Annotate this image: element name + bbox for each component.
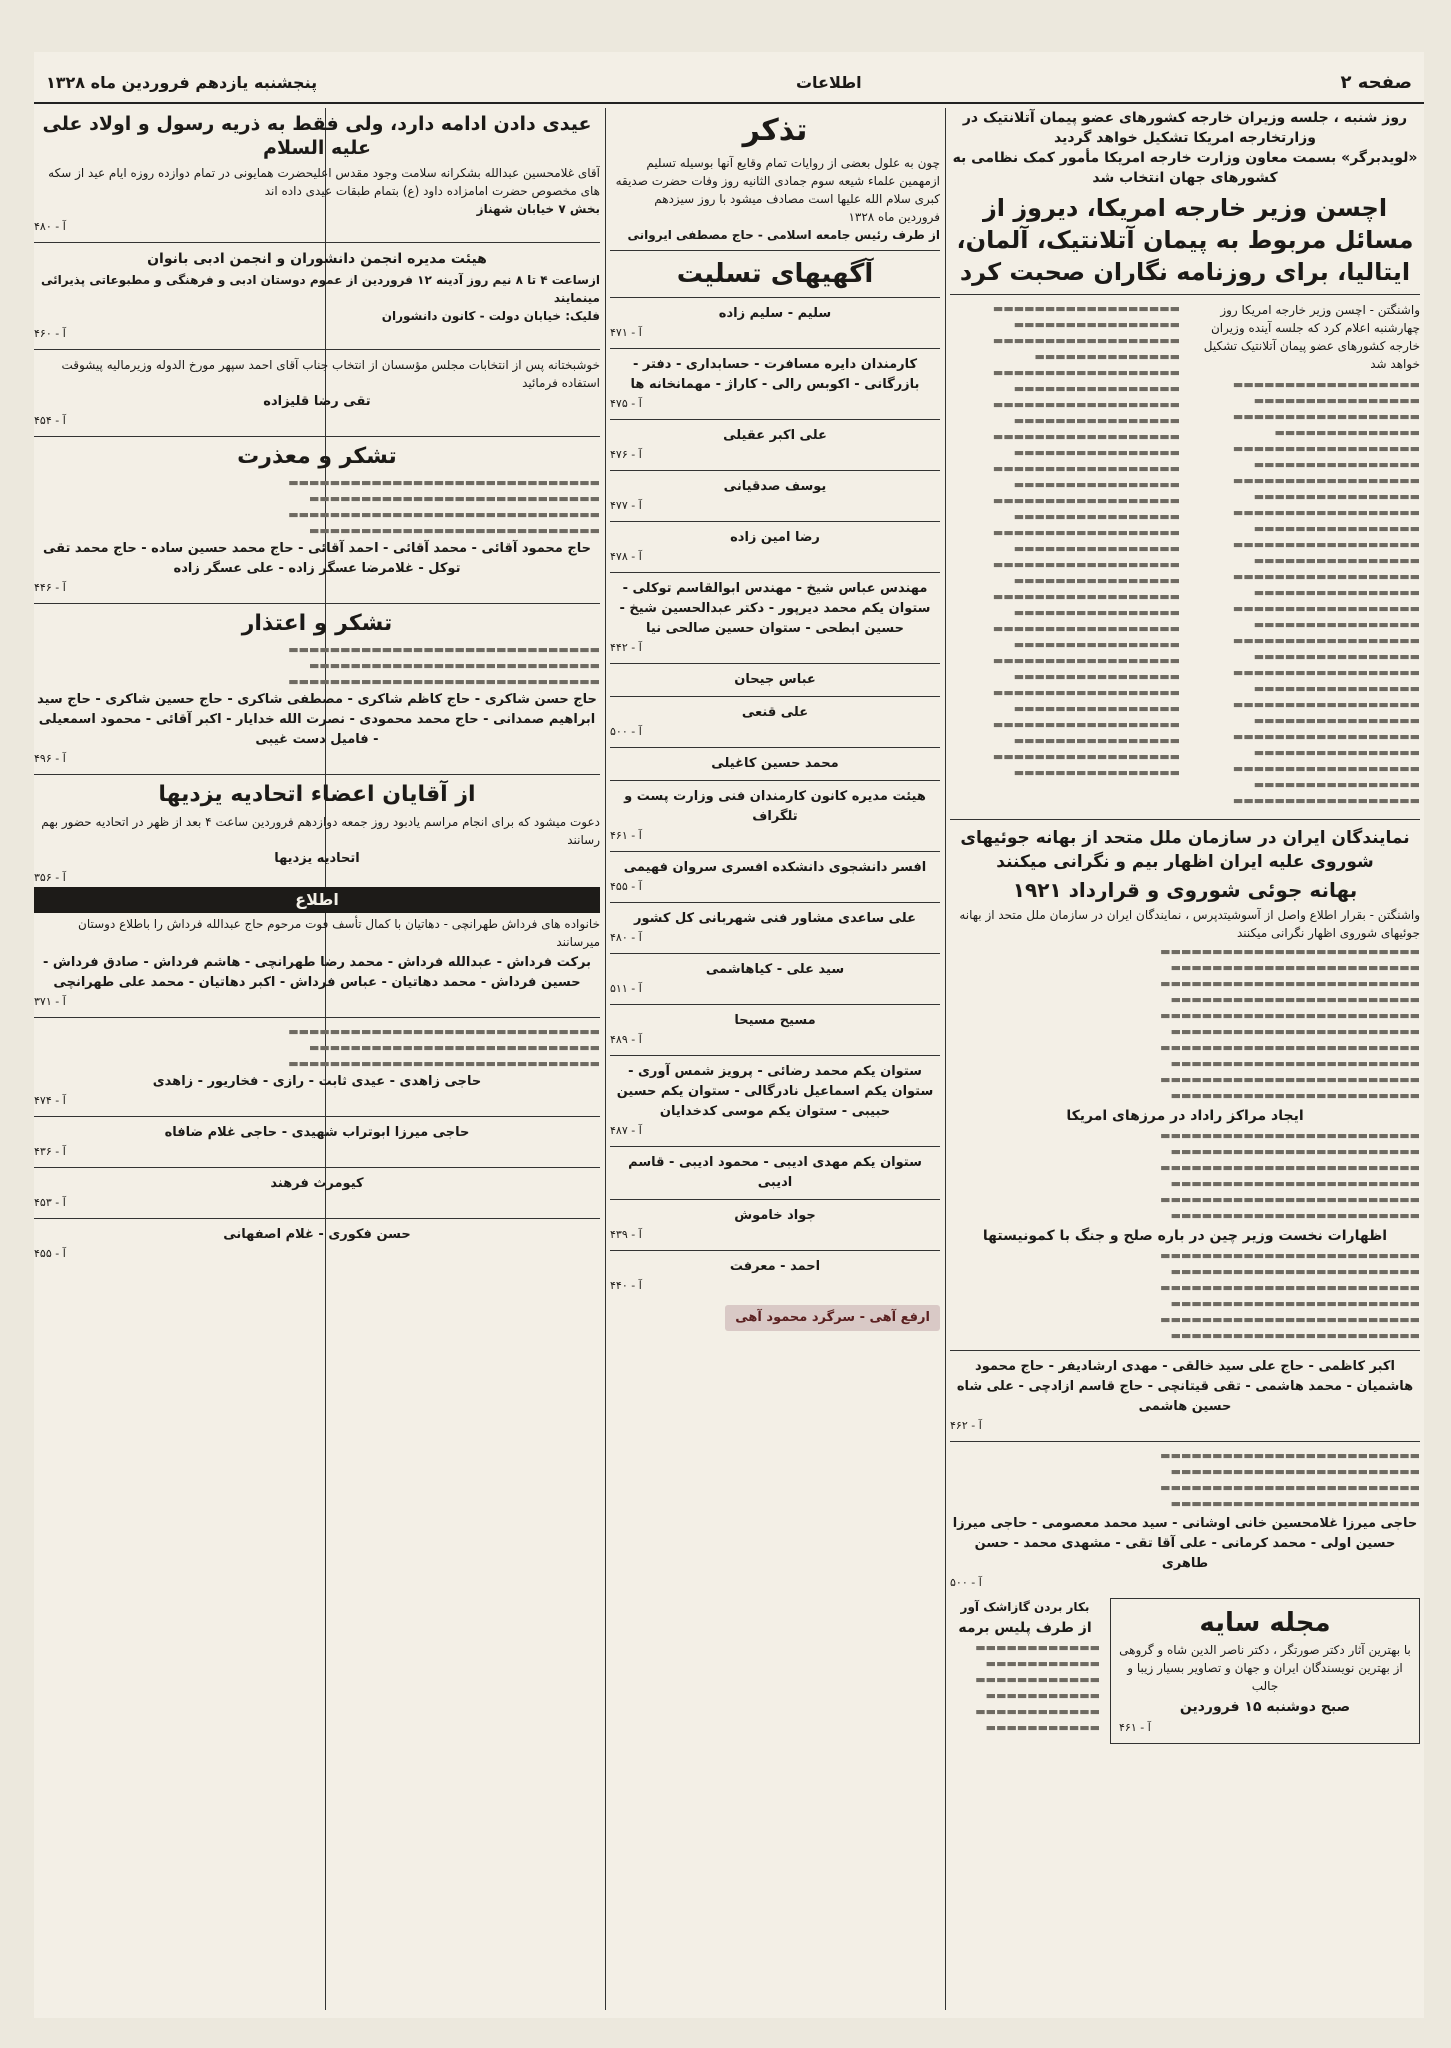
condolence-4-code: آ - ۴۷۷ (610, 499, 642, 512)
paper-name: اطلاعات (795, 72, 862, 92)
page-number: صفحه ۲ (1340, 71, 1412, 93)
vote-code: آ - ۴۵۴ (34, 414, 66, 427)
etehad-text: دعوت میشود که برای انجام مراسم یادبود روز جمعه دوازدهم فروردین ساعت ۴ بعد از ظهر در اتحادیه حضور بهم رسانند (41, 815, 600, 847)
anjoman-text: ازساعت ۴ تا ۸ نیم روز آدینه ۱۲ فروردین از عموم دوستان ادبی و فرهنگی و مطبوعاتی پذیرائی مینمایند (41, 273, 600, 305)
eid-code: آ - ۴۸۰ (34, 220, 66, 233)
condolence-2-code: آ - ۴۷۵ (610, 397, 642, 410)
condolence-3: علی اکبر عقیلی (723, 428, 827, 443)
sub-head-radar: ایجاد مراکز راداد در مرزهای امریکا (1066, 1108, 1304, 1124)
ettela-title: اطلاع (34, 887, 600, 913)
etehad-sign: اتحادیه یزدیها (274, 851, 360, 866)
magazine-code: آ - ۴۶۱ (1119, 1721, 1151, 1734)
condolence-7: عباس جیحان (734, 672, 816, 687)
newspaper-page (34, 52, 1424, 2018)
anjoman-title: هیئت مدیره انجمن دانشوران و انجمن ادبی بانوان (147, 251, 487, 267)
condolence-18-code: آ - ۴۴۰ (610, 1279, 642, 1292)
last-names: حسن فکوری - غلام اصفهانی (223, 1227, 411, 1242)
thanks2-title: تشکر و اعتذار (241, 611, 393, 636)
sub-head-china: اظهارات نخست وزیر چین در باره صلح و جنگ با کمونیستها (982, 1228, 1388, 1244)
etehad-title: از آقایان اعضاء اتحادیه یزدیها (158, 782, 476, 807)
condolence-16: ستوان یکم مهدی ادیبی - محمود ادیبی - قاسم ادیبی (628, 1155, 922, 1190)
condolence-6: مهندس عباس شیخ - مهندس ابوالقاسم توکلی - ستوان یکم محمد دیرپور - دکتر عبدالحسین شیخ - حسین ابطحی - ستوان حسین صالحی نیا (619, 581, 931, 636)
condolence-2: کارمندان دایره مسافرت - حسابداری - دفتر - بازرگانی - اکوبس رالی - کاراژ - مهمانخانه ها (630, 357, 920, 392)
notices-column (610, 108, 940, 2010)
page-header (34, 62, 1424, 104)
condolence-1: سلیم - سلیم زاده (718, 306, 832, 321)
magazine-date: صبح دوشنبه ۱۵ فروردین (1179, 1699, 1351, 1715)
tazakor-sign: از طرف رئیس جامعه اسلامی - حاج مصطفی ایروانی (627, 228, 940, 242)
last-code: آ - ۴۵۵ (34, 1247, 66, 1260)
condolence-10-code: آ - ۴۶۱ (610, 829, 642, 842)
police-kicker: بکار بردن گازاشک آور (960, 1600, 1090, 1614)
vote-sign: تقی رضا قلیزاده (263, 394, 371, 409)
anjoman-address: فلیک: خیابان دولت - کانون دانشوران (381, 309, 600, 323)
condolence-13-code: آ - ۵۱۱ (610, 982, 642, 995)
condolence-11: افسر دانشجوی دانشکده افسری سروان فهیمی (623, 860, 927, 875)
news-dateline: واشنگتن - اچسن وزیر خارجه امریکا روز چهارشنبه اعلام کرد که جلسه آینده وزیران خارجه کشورهای عضو پیمان آتلانتیک تشکیل خواهد شد (1203, 303, 1420, 371)
police-item: بکار بردن گازاشک آور از طرف پلیس برمه ▬▬▬▬▬▬▬▬▬▬▬▬ ▬▬▬▬▬▬▬▬▬▬▬ ▬▬▬▬▬▬▬▬▬▬▬▬ ▬▬▬▬▬▬▬▬▬▬▬ ▬▬▬▬▬▬▬▬▬▬▬▬ ▬▬▬▬▬▬▬▬▬▬▬ (950, 1598, 1100, 1752)
condolence-3-code: آ - ۴۷۶ (610, 448, 642, 461)
condolence-18: احمد - معرفت (729, 1259, 821, 1274)
zahedi-names: حاجی زاهدی - عیدی ثابت - رازی - فخاریور - زاهدی (152, 1074, 482, 1089)
condolence-1-code: آ - ۴۷۱ (610, 326, 642, 339)
news-kicker-2: «لویدبرگر» بسمت معاون وزارت خارجه امریکا مأمور کمک نظامی به کشورهای جهان انتخاب شد (952, 150, 1418, 186)
news-body: واشنگتن - اچسن وزیر خارجه امریکا روز چهارشنبه اعلام کرد که جلسه آینده وزیران خارجه کشورهای عضو پیمان آتلانتیک تشکیل خواهد شد ▬▬▬▬▬▬▬▬▬▬▬▬▬▬▬▬▬▬ ▬▬▬▬▬▬▬▬▬▬▬▬▬▬▬▬ ▬▬▬▬▬▬▬▬▬▬▬▬▬▬▬▬▬▬ ▬▬▬▬▬▬▬▬▬▬▬▬▬▬ ▬▬▬▬▬▬▬▬▬▬▬▬▬▬▬▬▬▬ ▬▬▬▬▬▬▬▬▬▬▬▬▬▬▬▬ ▬▬▬▬▬▬▬▬▬▬▬▬▬▬▬▬▬▬ ▬▬▬▬▬▬▬▬▬▬▬▬▬▬▬▬ ▬▬▬▬▬▬▬▬▬▬▬▬▬▬▬▬▬▬ ▬▬▬▬▬▬▬▬▬▬▬▬▬▬▬▬ ▬▬▬▬▬▬▬▬▬▬▬▬▬▬▬▬▬▬ ▬▬▬▬▬▬▬▬▬▬▬▬▬▬▬▬ ▬▬▬▬▬▬▬▬▬▬▬▬▬▬▬▬▬▬ ▬▬▬▬▬▬▬▬▬▬▬▬▬▬▬▬ ▬▬▬▬▬▬▬▬▬▬▬▬▬▬▬▬▬▬ ▬▬▬▬▬▬▬▬▬▬▬▬▬▬▬▬ ▬▬▬▬▬▬▬▬▬▬▬▬▬▬▬▬▬▬ ▬▬▬▬▬▬▬▬▬▬▬▬▬▬▬▬ ▬▬▬▬▬▬▬▬▬▬▬▬▬▬▬▬▬▬ ▬▬▬▬▬▬▬▬▬▬▬▬▬▬▬▬ ▬▬▬▬▬▬▬▬▬▬▬▬▬▬▬▬▬▬ ▬▬▬▬▬▬▬▬▬▬▬▬▬▬▬▬ ▬▬▬▬▬▬▬▬▬▬▬▬▬▬▬▬▬▬ ▬▬▬▬▬▬▬▬▬▬▬▬▬▬▬▬ ▬▬▬▬▬▬▬▬▬▬▬▬▬▬▬▬▬▬ ▬▬▬▬▬▬▬▬▬▬▬▬▬▬▬▬ ▬▬▬▬▬▬▬▬▬▬▬▬▬▬▬▬▬▬ ▬▬▬▬▬▬▬▬▬▬▬▬▬▬▬▬▬▬ ▬▬▬▬▬▬▬▬▬▬▬▬▬▬▬▬ ▬▬▬▬▬▬▬▬▬▬▬▬▬▬▬▬▬▬ ▬▬▬▬▬▬▬▬▬▬▬▬▬▬ ▬▬▬▬▬▬▬▬▬▬▬▬▬▬▬▬▬▬ ▬▬▬▬▬▬▬▬▬▬▬▬▬▬▬▬ ▬▬▬▬▬▬▬▬▬▬▬▬▬▬▬▬▬▬ ▬▬▬▬▬▬▬▬▬▬▬▬▬▬▬▬ ▬▬▬▬▬▬▬▬▬▬▬▬▬▬▬▬▬▬ ▬▬▬▬▬▬▬▬▬▬▬▬▬▬▬▬ ▬▬▬▬▬▬▬▬▬▬▬▬▬▬▬▬▬▬ ▬▬▬▬▬▬▬▬▬▬▬▬▬▬▬▬ ▬▬▬▬▬▬▬▬▬▬▬▬▬▬▬▬▬▬ ▬▬▬▬▬▬▬▬▬▬▬▬▬▬▬▬ ▬▬▬▬▬▬▬▬▬▬▬▬▬▬▬▬▬▬ ▬▬▬▬▬▬▬▬▬▬▬▬▬▬▬▬ ▬▬▬▬▬▬▬▬▬▬▬▬▬▬▬▬▬▬ ▬▬▬▬▬▬▬▬▬▬▬▬▬▬▬▬ ▬▬▬▬▬▬▬▬▬▬▬▬▬▬▬▬▬▬ ▬▬▬▬▬▬▬▬▬▬▬▬▬▬▬▬ ▬▬▬▬▬▬▬▬▬▬▬▬▬▬▬▬▬▬ ▬▬▬▬▬▬▬▬▬▬▬▬▬▬▬▬ ▬▬▬▬▬▬▬▬▬▬▬▬▬▬▬▬▬▬ ▬▬▬▬▬▬▬▬▬▬▬▬▬▬▬▬ ▬▬▬▬▬▬▬▬▬▬▬▬▬▬▬▬▬▬ ▬▬▬▬▬▬▬▬▬▬▬▬▬▬▬▬ ▬▬▬▬▬▬▬▬▬▬▬▬▬▬▬▬▬▬ ▬▬▬▬▬▬▬▬▬▬▬▬▬▬▬▬ ▬▬▬▬▬▬▬▬▬▬▬▬▬▬▬▬▬▬ ▬▬▬▬▬▬▬▬▬▬▬▬▬▬▬▬ (992, 302, 1420, 807)
ettela-names: برکت فرداش - عبدالله فرداش - محمد رضا طهرانچی - هاشم فرداش - صادق فرداش - حسین فرداش - محمد دهاتیان - عباس فرداش - اکبر دهاتیان - محمد علی طهرانچی (43, 955, 591, 990)
red-stamp: ارفع آهی - سرگرد محمود آهی (725, 1305, 940, 1331)
news-kicker: روز شنبه ، جلسه وزیران خارجه کشورهای عضو پیمان آتلانتیک در وزارتخارجه امریکا تشکیل خواهد گردید (962, 110, 1408, 146)
condolence-8-code: آ - ۵۰۰ (610, 725, 642, 738)
etehad-code: آ - ۳۵۶ (34, 871, 66, 884)
thanks2-names: حاج حسن شاکری - حاج کاظم شاکری - مصطفی شاکری - حاج حسین شاکری - حاج سید ابراهیم صمدانی - حاج محمد محمودی - نصرت الله خدایار - اکبر آقائی - محمود اسمعیلی - فامیل دست غیبی (37, 692, 597, 747)
tazakor-text: چون به علول بعضی از روایات تمام وقایع آنها بوسیله تسلیم ازمهمین علماء شیعه سوم جمادی الثانیه روز وفات حضرت صدیقه کبری سلام الله علیها است مصادف میشود با روز سیزدهم فروردین ماه ۱۳۲۸ (615, 156, 940, 224)
condolence-10: هیئت مدیره کانون کارمندان فنی وزارت پست و تلگراف (624, 789, 926, 824)
anjoman-code: آ - ۴۶۰ (34, 327, 66, 340)
condolence-5-code: آ - ۴۷۸ (610, 550, 642, 563)
mourning-names: اکبر کاظمی - حاج علی سید خالقی - مهدی ارشادیفر - حاج محمود هاشمیان - محمد هاشمی - تقی قیتانچی - حاج قاسم ازادچی - علی شاه حسین هاشمی (956, 1359, 1414, 1414)
condolence-9: محمد حسین کاغیلی (711, 756, 839, 771)
thanks-code: آ - ۴۴۶ (34, 581, 66, 594)
condolence-15: ستوان یکم محمد رضائی - پرویز شمس آوری - ستوان یکم اسماعیل نادرگالی - ستوان یکم حسین حبیبی - ستوان یکم موسی کدخدایان (616, 1064, 934, 1119)
mourning-names-2: حاجی میرزا غلامحسین خانی اوشانی - سید محمد معصومی - حاجی میرزا حسین اولی - محمد کرمانی - علی آقا تقی - مشهدی محمد - حسن طاهری (952, 1516, 1418, 1571)
condolence-17: جواد خاموش (734, 1208, 816, 1223)
condolence-14: مسیح مسیحا (734, 1013, 816, 1028)
mirza-code: آ - ۴۳۶ (34, 1145, 66, 1158)
eid-title: عیدی دادن ادامه دارد، ولی فقط به ذریه رسول و اولاد علی علیه السلام (42, 113, 592, 159)
ettela-text: خانواده های فرداش طهرانچی - دهاتیان با کمال تأسف فوت مرحوم حاج عبدالله فرداش را باطلاع دوستان میرسانند (78, 917, 600, 949)
condolence-17-code: آ - ۴۳۹ (610, 1228, 642, 1241)
magazine-title: مجله سایه (1199, 1608, 1331, 1638)
condolence-14-code: آ - ۴۸۹ (610, 1033, 642, 1046)
condolence-8: علی قنعی (741, 705, 809, 720)
thanks-names: حاج محمود آقائی - محمد آقائی - احمد آقائی - حاج محمد حسین ساده - حاج محمد تقی توکل - غلامرضا عسگر زاده - علی عسگر زاده (43, 541, 591, 576)
thanks-title: تشکر و معذرت (237, 444, 397, 469)
sub-dateline: واشنگتن - بقرار اطلاع واصل از آسوشیتدپرس ، نمایندگان ایران در سازمان ملل متحد از بهانه جوئیهای شوروی اظهار نگرانی میکنند (959, 908, 1420, 940)
tazakor-title: تذکر (742, 113, 808, 148)
magazine-ad (1110, 1598, 1420, 1744)
zahedi-code: آ - ۴۷۴ (34, 1094, 66, 1107)
issue-date: پنجشنبه یازدهم فروردین ماه ۱۳۲۸ (46, 72, 318, 92)
condolence-title: آگهیهای تسلیت (676, 259, 874, 289)
ettela-code: آ - ۳۷۱ (34, 995, 66, 1008)
sub-headline-2: بهانه جوئی شوروی و قرارداد ۱۹۲۱ (1012, 878, 1358, 902)
farhand-name: کیومرث فرهند (270, 1176, 364, 1191)
mourning-code: آ - ۴۶۲ (950, 1419, 982, 1432)
vote-text: خوشبختانه پس از انتخابات مجلس مؤسسان از انتخاب جناب آقای احمد سپهر مورخ الدوله وزیرمالیه پیشوقت استفاده فرمائید (61, 358, 600, 390)
police-title: از طرف پلیس برمه (958, 1620, 1092, 1636)
sub-headline: نمایندگان ایران در سازمان ملل متحد از بهانه جوئیهای شوروی علیه ایران اظهار بیم و نگرانی میکنند (960, 828, 1410, 872)
eid-address: بخش ۷ خیابان شهناز (476, 202, 600, 216)
condolence-6-code: آ - ۴۴۲ (610, 641, 642, 654)
mirza-names: حاجی میرزا ابوتراب شهیدی - حاجی غلام ضافاه (164, 1125, 470, 1140)
condolence-13: سید علی - کیاهاشمی (705, 962, 845, 977)
mourning-code-2: آ - ۵۰۰ (950, 1576, 982, 1589)
condolence-4: یوسف صدقیانی (723, 479, 827, 494)
condolence-12: علی ساعدی مشاور فنی شهربانی کل کشور (634, 911, 916, 926)
news-column: روز شنبه ، جلسه وزیران خارجه کشورهای عضو پیمان آتلانتیک در وزارتخارجه امریکا تشکیل خواهد گردید «لویدبرگر» بسمت معاون وزارت خارجه امریکا مأمور کمک نظامی به کشورهای جهان انتخاب شد اچسن وزیر خارجه امریکا، دیروز از مسائل مربوط به پیمان آتلانتیک، آلمان، ایتالیا، برای روزنامه نگاران صحبت کرد واشنگتن - اچسن وزیر خارجه امریکا روز چهارشنبه اعلام کرد که جلسه آینده وزیران خارجه کشورهای عضو پیمان آتلانتیک تشکیل خواهد شد ▬▬▬▬▬▬▬▬▬▬▬▬▬▬▬▬▬▬ ▬▬▬▬▬▬▬▬▬▬▬▬▬▬▬▬ ▬▬▬▬▬▬▬▬▬▬▬▬▬▬▬▬▬▬ ▬▬▬▬▬▬▬▬▬▬▬▬▬▬ ▬▬▬▬▬▬▬▬▬▬▬▬▬▬▬▬▬▬ ▬▬▬▬▬▬▬▬▬▬▬▬▬▬▬▬ ▬▬▬▬▬▬▬▬▬▬▬▬▬▬▬▬▬▬ ▬▬▬▬▬▬▬▬▬▬▬▬▬▬▬▬ ▬▬▬▬▬▬▬▬▬▬▬▬▬▬▬▬▬▬ ▬▬▬▬▬▬▬▬▬▬▬▬▬▬▬▬ ▬▬▬▬▬▬▬▬▬▬▬▬▬▬▬▬▬▬ ▬▬▬▬▬▬▬▬▬▬▬▬▬▬▬▬ ▬▬▬▬▬▬▬▬▬▬▬▬▬▬▬▬▬▬ ▬▬▬▬▬▬▬▬▬▬▬▬▬▬▬▬ ▬▬▬▬▬▬▬▬▬▬▬▬▬▬▬▬▬▬ ▬▬▬▬▬▬▬▬▬▬▬▬▬▬▬▬ ▬▬▬▬▬▬▬▬▬▬▬▬▬▬▬▬▬▬ ▬▬▬▬▬▬▬▬▬▬▬▬▬▬▬▬ ▬▬▬▬▬▬▬▬▬▬▬▬▬▬▬▬▬▬ ▬▬▬▬▬▬▬▬▬▬▬▬▬▬▬▬ ▬▬▬▬▬▬▬▬▬▬▬▬▬▬▬▬▬▬ ▬▬▬▬▬▬▬▬▬▬▬▬▬▬▬▬ ▬▬▬▬▬▬▬▬▬▬▬▬▬▬▬▬▬▬ ▬▬▬▬▬▬▬▬▬▬▬▬▬▬▬▬ ▬▬▬▬▬▬▬▬▬▬▬▬▬▬▬▬▬▬ ▬▬▬▬▬▬▬▬▬▬▬▬▬▬▬▬ ▬▬▬▬▬▬▬▬▬▬▬▬▬▬▬▬▬▬ ▬▬▬▬▬▬▬▬▬▬▬▬▬▬▬▬▬▬ ▬▬▬▬▬▬▬▬▬▬▬▬▬▬▬▬ ▬▬▬▬▬▬▬▬▬▬▬▬▬▬▬▬▬▬ ▬▬▬▬▬▬▬▬▬▬▬▬▬▬ ▬▬▬▬▬▬▬▬▬▬▬▬▬▬▬▬▬▬ ▬▬▬▬▬▬▬▬▬▬▬▬▬▬▬▬ ▬▬▬▬▬▬▬▬▬▬▬▬▬▬▬▬▬▬ ▬▬▬▬▬▬▬▬▬▬▬▬▬▬▬▬ ▬▬▬▬▬▬▬▬▬▬▬▬▬▬▬▬▬▬ ▬▬▬▬▬▬▬▬▬▬▬▬▬▬▬▬ ▬▬▬▬▬▬▬▬▬▬▬▬▬▬▬▬▬▬ ▬▬▬▬▬▬▬▬▬▬▬▬▬▬▬▬ ▬▬▬▬▬▬▬▬▬▬▬▬▬▬▬▬▬▬ ▬▬▬▬▬▬▬▬▬▬▬▬▬▬▬▬ ▬▬▬▬▬▬▬▬▬▬▬▬▬▬▬▬▬▬ ▬▬▬▬▬▬▬▬▬▬▬▬▬▬▬▬ ▬▬▬▬▬▬▬▬▬▬▬▬▬▬▬▬▬▬ ▬▬▬▬▬▬▬▬▬▬▬▬▬▬▬▬ ▬▬▬▬▬▬▬▬▬▬▬▬▬▬▬▬▬▬ ▬▬▬▬▬▬▬▬▬▬▬▬▬▬▬▬ ▬▬▬▬▬▬▬▬▬▬▬▬▬▬▬▬▬▬ ▬▬▬▬▬▬▬▬▬▬▬▬▬▬▬▬ ▬▬▬▬▬▬▬▬▬▬▬▬▬▬▬▬▬▬ ▬▬▬▬▬▬▬▬▬▬▬▬▬▬▬▬ ▬▬▬▬▬▬▬▬▬▬▬▬▬▬▬▬▬▬ ▬▬▬▬▬▬▬▬▬▬▬▬▬▬▬▬ ▬▬▬▬▬▬▬▬▬▬▬▬▬▬▬▬▬▬ ▬▬▬▬▬▬▬▬▬▬▬▬▬▬▬▬ ▬▬▬▬▬▬▬▬▬▬▬▬▬▬▬▬▬▬ ▬▬▬▬▬▬▬▬▬▬▬▬▬▬▬▬ نمایندگان ایران در سازمان ملل متحد از بهانه جوئیهای شوروی علیه ایران اظهار بیم و نگرانی میکنند بهانه جوئی شوروی و قرارداد ۱۹۲۱ واشنگتن - بقرار اطلاع واصل از آسوشیتدپرس ، نمایندگان ایران در سازمان ملل متحد از بهانه جوئیهای شوروی اظهار نگرانی میکنند ▬▬▬▬▬▬▬▬▬▬▬▬▬▬▬▬▬▬▬▬▬▬▬▬▬ ▬▬▬▬▬▬▬▬▬▬▬▬▬▬▬▬▬▬▬▬▬▬▬▬ ▬▬▬▬▬▬▬▬▬▬▬▬▬▬▬▬▬▬▬▬▬▬▬▬▬ ▬▬▬▬▬▬▬▬▬▬▬▬▬▬▬▬▬▬▬▬▬▬▬▬ ▬▬▬▬▬▬▬▬▬▬▬▬▬▬▬▬▬▬▬▬▬▬▬▬▬ ▬▬▬▬▬▬▬▬▬▬▬▬▬▬▬▬▬▬▬▬▬▬▬▬ ▬▬▬▬▬▬▬▬▬▬▬▬▬▬▬▬▬▬▬▬▬▬▬▬▬ ▬▬▬▬▬▬▬▬▬▬▬▬▬▬▬▬▬▬▬▬▬▬▬▬ ▬▬▬▬▬▬▬▬▬▬▬▬▬▬▬▬▬▬▬▬▬▬▬▬▬ ▬▬▬▬▬▬▬▬▬▬▬▬▬▬▬▬▬▬▬▬▬▬▬▬ ایجاد مراکز راداد در مرزهای امریکا ▬▬▬▬▬▬▬▬▬▬▬▬▬▬▬▬▬▬▬▬▬▬▬▬▬ ▬▬▬▬▬▬▬▬▬▬▬▬▬▬▬▬▬▬▬▬▬▬▬▬ ▬▬▬▬▬▬▬▬▬▬▬▬▬▬▬▬▬▬▬▬▬▬▬▬▬ ▬▬▬▬▬▬▬▬▬▬▬▬▬▬▬▬▬▬▬▬▬▬▬▬ ▬▬▬▬▬▬▬▬▬▬▬▬▬▬▬▬▬▬▬▬▬▬▬▬▬ ▬▬▬▬▬▬▬▬▬▬▬▬▬▬▬▬▬▬▬▬▬▬▬▬ اظهارات نخست وزیر چین در باره صلح و جنگ با کمونیستها ▬▬▬▬▬▬▬▬▬▬▬▬▬▬▬▬▬▬▬▬▬▬▬▬▬ ▬▬▬▬▬▬▬▬▬▬▬▬▬▬▬▬▬▬▬▬▬▬▬▬ ▬▬▬▬▬▬▬▬▬▬▬▬▬▬▬▬▬▬▬▬▬▬▬▬▬ ▬▬▬▬▬▬▬▬▬▬▬▬▬▬▬▬▬▬▬▬▬▬▬▬ ▬▬▬▬▬▬▬▬▬▬▬▬▬▬▬▬▬▬▬▬▬▬▬▬▬ ▬▬▬▬▬▬▬▬▬▬▬▬▬▬▬▬▬▬▬▬▬▬▬▬ اکبر کاظمی - حاج علی سید خالقی - مهدی ارشادیفر - حاج محمود هاشمیان - محمد هاشمی - تقی قیتانچی - حاج قاسم ازادچی - علی شاه حسین هاشمی آ - ۴۶۲ ▬▬▬▬▬▬▬▬▬▬▬▬▬▬▬▬▬▬▬▬▬▬▬▬▬ ▬▬▬▬▬▬▬▬▬▬▬▬▬▬▬▬▬▬▬▬▬▬▬▬ ▬▬▬▬▬▬▬▬▬▬▬▬▬▬▬▬▬▬▬▬▬▬▬▬▬ ▬▬▬▬▬▬▬▬▬▬▬▬▬▬▬▬▬▬▬▬▬▬▬▬ حاجی میرزا غلامحسین خانی اوشانی - سید محمد معصومی - حاجی میرزا حسین اولی - محمد کرمانی - علی آقا تقی - مشهدی محمد - حسن طاهری آ - ۵۰۰ مجله سایه با بهترین آثار دکتر صورتگر ، دکتر ناصر الدین شاه و گروهی از بهترین نویسندگان ایران و جهان و تصاویر بسیار زیبا و جالب صبح دوشنبه ۱۵ فروردین آ - ۴۶۱ بکار بردن گازاشک آور از طرف پلیس برمه ▬▬▬▬▬▬▬▬▬▬▬▬ ▬▬▬▬▬▬▬▬▬▬▬ ▬▬▬▬▬▬▬▬▬▬▬▬ ▬▬▬▬▬▬▬▬▬▬▬ ▬▬▬▬▬▬▬▬▬▬▬▬ ▬▬▬▬▬▬▬▬▬▬▬ (950, 108, 1420, 2010)
condolence-12-code: آ - ۴۸۰ (610, 931, 642, 944)
ads-column: عیدی دادن ادامه دارد، ولی فقط به ذریه رسول و اولاد علی علیه السلام آقای غلامحسین عبدالله بشکرانه سلامت وجود مقدس اعلیحضرت همایونی در تمام دوازده روزه ایام عید از سکه های مخصوص حضرت امامزاده داود (ع) بتمام طبقات عیدی داده اند بخش ۷ خیابان شهناز آ - ۴۸۰ هیئت مدیره انجمن دانشوران و انجمن ادبی بانوان ازساعت ۴ تا ۸ نیم روز آدینه ۱۲ فروردین از عموم دوستان ادبی و فرهنگی و مطبوعاتی پذیرائی مینمایند فلیک: خیابان دولت - کانون دانشوران آ - ۴۶۰ خوشبختانه پس از انتخابات مجلس مؤسسان از انتخاب جناب آقای احمد سپهر مورخ الدوله وزیرمالیه پیشوقت استفاده فرمائید تقی رضا قلیزاده آ - ۴۵۴ تشکر و معذرت ▬▬▬▬▬▬▬▬▬▬▬▬▬▬▬▬▬▬▬▬▬▬▬▬▬▬▬▬▬▬ ▬▬▬▬▬▬▬▬▬▬▬▬▬▬▬▬▬▬▬▬▬▬▬▬▬▬▬▬ ▬▬▬▬▬▬▬▬▬▬▬▬▬▬▬▬▬▬▬▬▬▬▬▬▬▬▬▬▬▬ ▬▬▬▬▬▬▬▬▬▬▬▬▬▬▬▬▬▬▬▬▬▬▬▬▬▬▬▬ حاج محمود آقائی - محمد آقائی - احمد آقائی - حاج محمد حسین ساده - حاج محمد تقی توکل - غلامرضا عسگر زاده - علی عسگر زاده آ - ۴۴۶ تشکر و اعتذار ▬▬▬▬▬▬▬▬▬▬▬▬▬▬▬▬▬▬▬▬▬▬▬▬▬▬▬▬▬▬ ▬▬▬▬▬▬▬▬▬▬▬▬▬▬▬▬▬▬▬▬▬▬▬▬▬▬▬▬ ▬▬▬▬▬▬▬▬▬▬▬▬▬▬▬▬▬▬▬▬▬▬▬▬▬▬▬▬▬▬ حاج حسن شاکری - حاج کاظم شاکری - مصطفی شاکری - حاج حسین شاکری - حاج سید ابراهیم صمدانی - حاج محمد محمودی - نصرت الله خدایار - اکبر آقائی - محمود اسمعیلی - فامیل دست غیبی آ - ۴۹۶ از آقایان اعضاء اتحادیه یزدیها دعوت میشود که برای انجام مراسم یادبود روز جمعه دوازدهم فروردین ساعت ۴ بعد از ظهر در اتحادیه حضور بهم رسانند اتحادیه یزدیها آ - ۳۵۶ اطلاع خانواده های فرداش طهرانچی - دهاتیان با کمال تأسف فوت مرحوم حاج عبدالله فرداش را باطلاع دوستان میرسانند برکت فرداش - عبدالله فرداش - محمد رضا طهرانچی - هاشم فرداش - صادق فرداش - حسین فرداش - محمد دهاتیان - عباس فرداش - اکبر دهاتیان - محمد علی طهرانچی آ - ۳۷۱ ▬▬▬▬▬▬▬▬▬▬▬▬▬▬▬▬▬▬▬▬▬▬▬▬▬▬▬▬▬▬ ▬▬▬▬▬▬▬▬▬▬▬▬▬▬▬▬▬▬▬▬▬▬▬▬▬▬▬▬ ▬▬▬▬▬▬▬▬▬▬▬▬▬▬▬▬▬▬▬▬▬▬▬▬▬▬▬▬▬▬ حاجی زاهدی - عیدی ثابت - رازی - فخاریور - زاهدی آ - ۴۷۴ حاجی میرزا ابوتراب شهیدی - حاجی غلام ضافاه آ - ۴۳۶ کیومرث فرهند آ - ۴۵۳ حسن فکوری - غلام اصفهانی آ - ۴۵۵ (34, 108, 600, 2010)
condolence-11-code: آ - ۴۵۵ (610, 880, 642, 893)
magazine-text: با بهترین آثار دکتر صورتگر ، دکتر ناصر الدین شاه و گروهی از بهترین نویسندگان ایران و جهان و تصاویر بسیار زیبا و جالب (1119, 1643, 1411, 1693)
eid-text: آقای غلامحسین عبدالله بشکرانه سلامت وجود مقدس اعلیحضرت همایونی در تمام دوازده روزه ایام عید از سکه های مخصوص حضرت امامزاده داود (ع) بتمام طبقات عیدی داده اند (48, 166, 600, 198)
thanks2-code: آ - ۴۹۶ (34, 752, 66, 765)
condolence-15-code: آ - ۴۸۷ (610, 1124, 642, 1137)
farhand-code: آ - ۴۵۳ (34, 1196, 66, 1209)
condolence-5: رضا امین زاده (730, 530, 820, 545)
main-headline: اچسن وزیر خارجه امریکا، دیروز از مسائل مربوط به پیمان آتلانتیک، آلمان، ایتالیا، برای روزنامه نگاران صحبت کرد (956, 194, 1414, 286)
